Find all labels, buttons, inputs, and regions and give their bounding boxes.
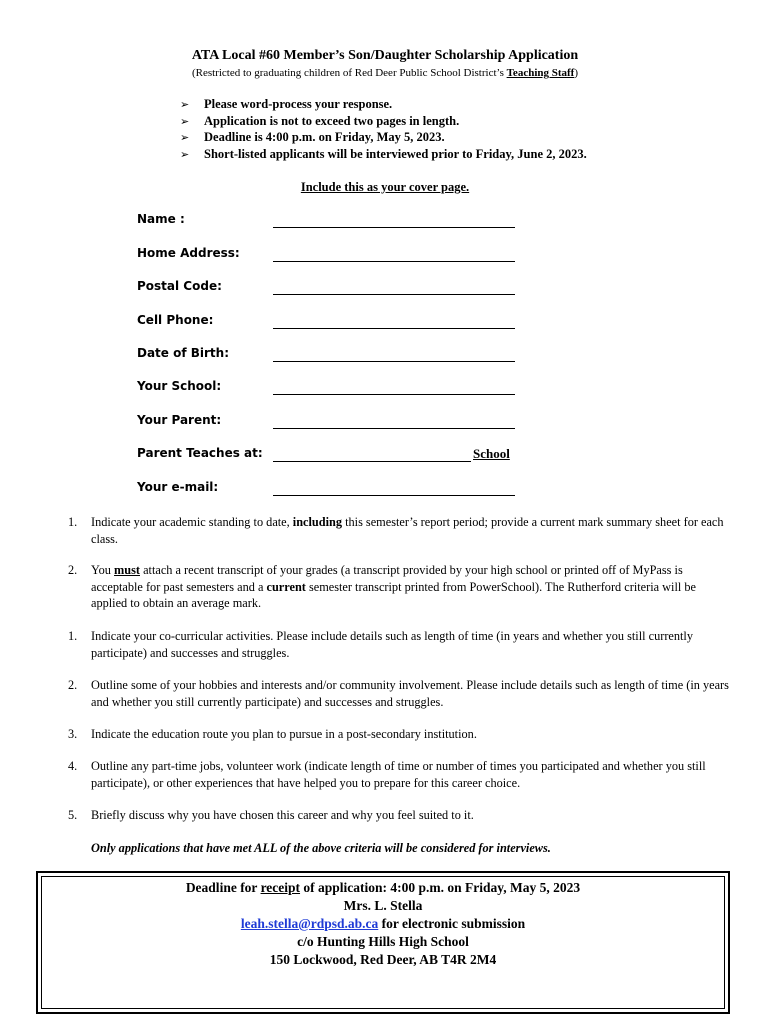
date-of-birth-blank-line[interactable]: [273, 361, 515, 362]
instruction-text: Application is not to exceed two pages in length.: [204, 113, 460, 128]
arrow-bullet-icon: ➢: [180, 99, 190, 111]
postal-code-blank-line[interactable]: [273, 294, 515, 295]
instruction-text: Please word-process your response.: [204, 97, 393, 111]
question-text: Indicate your co-curricular activities. Please include details such as length of time (in years and whether you still currently participate) and successes and struggles.: [91, 629, 694, 660]
question-text-part: Indicate your academic standing to date,: [91, 515, 293, 529]
name-blank-line[interactable]: [273, 227, 515, 228]
field-label: Date of Birth:: [137, 346, 230, 360]
question-text: [91, 514, 731, 547]
question-emphasis: must: [114, 563, 140, 577]
deadline-box: [36, 871, 730, 1014]
instruction-item: [180, 113, 587, 130]
question-number: 1.: [68, 515, 78, 529]
field-label: Cell Phone:: [137, 313, 214, 327]
instruction-item: [180, 96, 587, 113]
question-number: 1.: [68, 629, 78, 643]
question-emphasis: current: [266, 579, 306, 594]
deadline-line: [38, 879, 728, 897]
your-school-blank-line[interactable]: [273, 394, 515, 395]
question-emphasis: including: [292, 515, 343, 529]
subtitle-suffix: ): [574, 67, 579, 79]
question-number: 2.: [68, 563, 78, 577]
page-subtitle: [0, 67, 770, 79]
your-parent-blank-line[interactable]: [273, 428, 515, 429]
receipt-emphasis: receipt: [260, 880, 301, 895]
field-label: Postal Code:: [137, 279, 222, 293]
arrow-bullet-icon: ➢: [180, 115, 190, 128]
instruction-item: [180, 146, 587, 163]
question-number: 2.: [68, 678, 78, 692]
question-text: Outline any part-time jobs, volunteer work (indicate length of time or number of times you participated and whether you still participate), or other experiences that have helped you to prepare for this career choice.: [91, 759, 706, 790]
email-link[interactable]: leah.stella@rdpsd.ab.ca: [240, 916, 379, 931]
cell-phone-blank-line[interactable]: [273, 328, 515, 329]
question-number: 4.: [68, 759, 78, 773]
criteria-note: Only applications that have met ALL of the above criteria will be considered for interviews.: [91, 841, 551, 855]
instructions-list: [180, 96, 587, 162]
field-label: Parent Teaches at:: [137, 446, 263, 460]
question-text-part: attach a recent transcript of your grades (a transcript provided by your high school or printed off of MyPass is acceptable for past semesters and a: [91, 563, 683, 594]
school-address-line: c/o Hunting Hills High School: [297, 934, 469, 949]
question-number: 5.: [68, 808, 78, 822]
arrow-bullet-icon: ➢: [180, 148, 190, 161]
page-title: ATA Local #60 Member’s Son/Daughter Scholarship Application: [191, 48, 579, 63]
subtitle-emphasis: Teaching Staff: [506, 67, 575, 79]
question-text: Indicate the education route you plan to pursue in a post-secondary institution.: [91, 727, 477, 741]
subtitle-prefix: (Restricted to graduating children of Red Deer Public School District’s: [191, 67, 507, 79]
question-text: Briefly discuss why you have chosen this career and why you feel suited to it.: [91, 808, 474, 822]
street-address-line: 150 Lockwood, Red Deer, AB T4R 2M4: [269, 952, 497, 967]
field-label: Your e-mail:: [137, 480, 219, 494]
school-suffix-label: School: [473, 446, 510, 461]
question-text-part: semester transcript printed from PowerSchool). The Rutherford criteria will be applied to obtain an average mark.: [91, 579, 696, 610]
instruction-text: Deadline is 4:00 p.m. on Friday, May 5, 2023.: [204, 130, 445, 144]
question-text-part: this semester’s report period; provide a current mark summary sheet for each class.: [91, 515, 724, 546]
contact-name: Mrs. L. Stella: [343, 898, 423, 913]
field-label: Your School:: [137, 379, 222, 393]
question-text-part: You: [91, 563, 115, 577]
arrow-bullet-icon: ➢: [180, 132, 190, 144]
parent-teaches-at-blank-line[interactable]: [273, 461, 471, 462]
email-line-suffix: for electronic submission: [378, 916, 526, 931]
question-number: 3.: [68, 727, 78, 741]
your-email-blank-line[interactable]: [273, 495, 515, 496]
cover-page-note: Include this as your cover page.: [300, 180, 470, 194]
deadline-text-part: Deadline for: [185, 880, 261, 895]
home-address-blank-line[interactable]: [273, 261, 515, 262]
field-label: Your Parent:: [137, 413, 222, 427]
question-text: Outline some of your hobbies and interests and/or community involvement. Please include details such as length of time (in years and whether you still currently participate) and successes and struggles.: [91, 678, 729, 709]
instruction-item: [180, 129, 587, 146]
deadline-text-part: of application: 4:00 p.m. on Friday, May 5, 2023: [300, 880, 581, 895]
email-line: [38, 915, 728, 933]
question-text: [91, 562, 731, 612]
field-label: Home Address:: [137, 246, 240, 260]
instruction-text: Short-listed applicants will be interviewed prior to Friday, June 2, 2023.: [204, 146, 587, 161]
field-label: Name :: [137, 212, 185, 226]
